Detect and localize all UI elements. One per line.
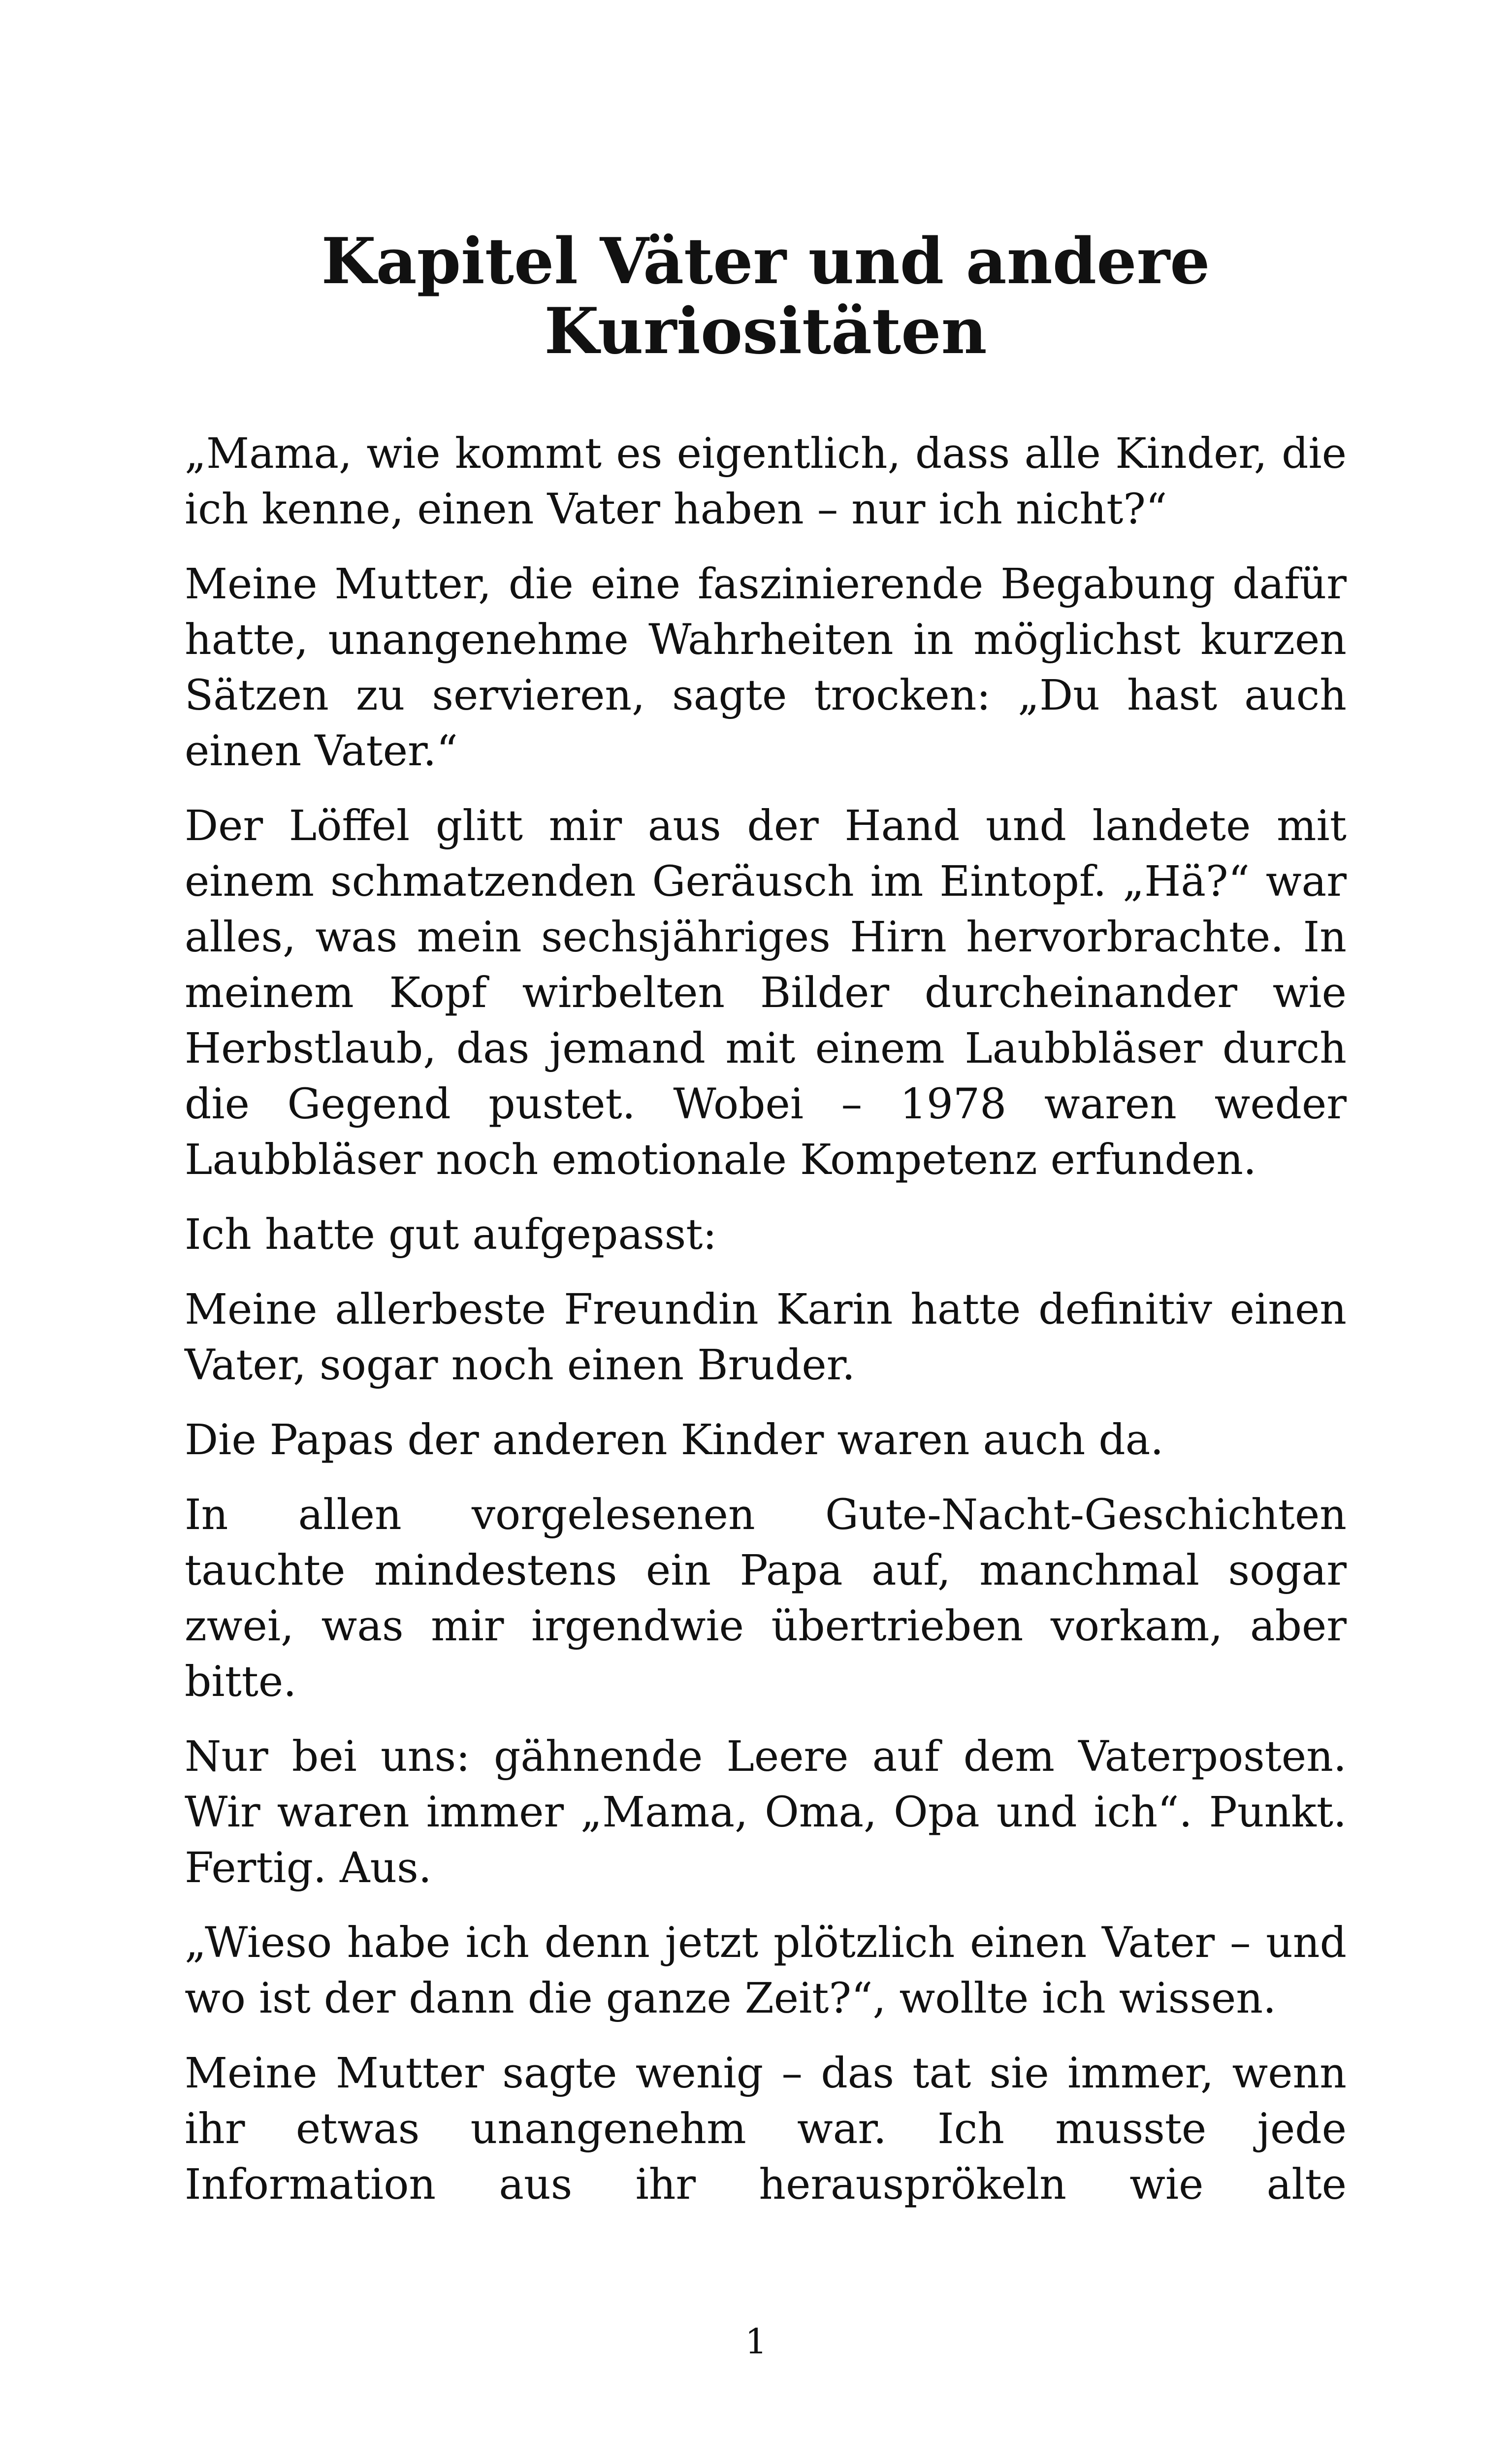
paragraph: Ich hatte gut aufgepasst: <box>185 1210 717 1259</box>
body-text <box>185 426 1347 2213</box>
page-number: 1 <box>745 2321 767 2362</box>
paragraph: In allen vorgelesenen Gute-Nacht-Geschichten tauchte mindestens ein Papa auf, manchmal sogar zwei, was mir irgendwie übertrieben vorkam, aber bitte. <box>185 1491 1347 1706</box>
chapter-title <box>185 227 1347 366</box>
paragraph: Die Papas der anderen Kinder waren auch da. <box>185 1416 1164 1465</box>
paragraph: Nur bei uns: gähnende Leere auf dem Vaterposten. Wir waren immer „Mama, Oma, Opa und ich“. Punkt. Fertig. Aus. <box>185 1732 1347 1892</box>
paragraph-continued: Meine Mutter sagte wenig – das tat sie immer, wenn ihr etwas unangenehm war. Ich musste jede Information aus ihr herausprökeln wie alte <box>185 2049 1347 2209</box>
paragraph: Der Löffel glitt mir aus der Hand und landete mit einem schmatzenden Geräusch im Eintopf. „Hä?“ war alles, was mein sechsjähriges Hirn hervorbrachte. In meinem Kopf wirbelten Bilder durcheinander wie Herbstlaub, das jemand mit einem Laubbläser durch die Gegend pustet. Wobei – 1978 waren weder Laubbläser noch emotionale Kompetenz erfunden. <box>185 802 1347 1184</box>
paragraph: „Wieso habe ich denn jetzt plötzlich einen Vater – und wo ist der dann die ganze Zeit?“, wollte ich wissen. <box>185 1919 1347 2023</box>
paragraph: Meine Mutter, die eine faszinierende Begabung dafür hatte, unangenehme Wahrheiten in möglichst kurzen Sätzen zu servieren, sagte trocken: „Du hast auch einen Vater.“ <box>185 560 1347 776</box>
chapter-title-line-1: Kapitel Väter und andere <box>321 225 1210 298</box>
paragraph: Meine allerbeste Freundin Karin hatte definitiv einen Vater, sogar noch einen Bruder. <box>185 1285 1347 1390</box>
paragraph: „Mama, wie kommt es eigentlich, dass alle Kinder, die ich kenne, einen Vater haben – nur ich nicht?“ <box>185 429 1347 534</box>
chapter-title-line-2: Kuriositäten <box>544 294 987 368</box>
